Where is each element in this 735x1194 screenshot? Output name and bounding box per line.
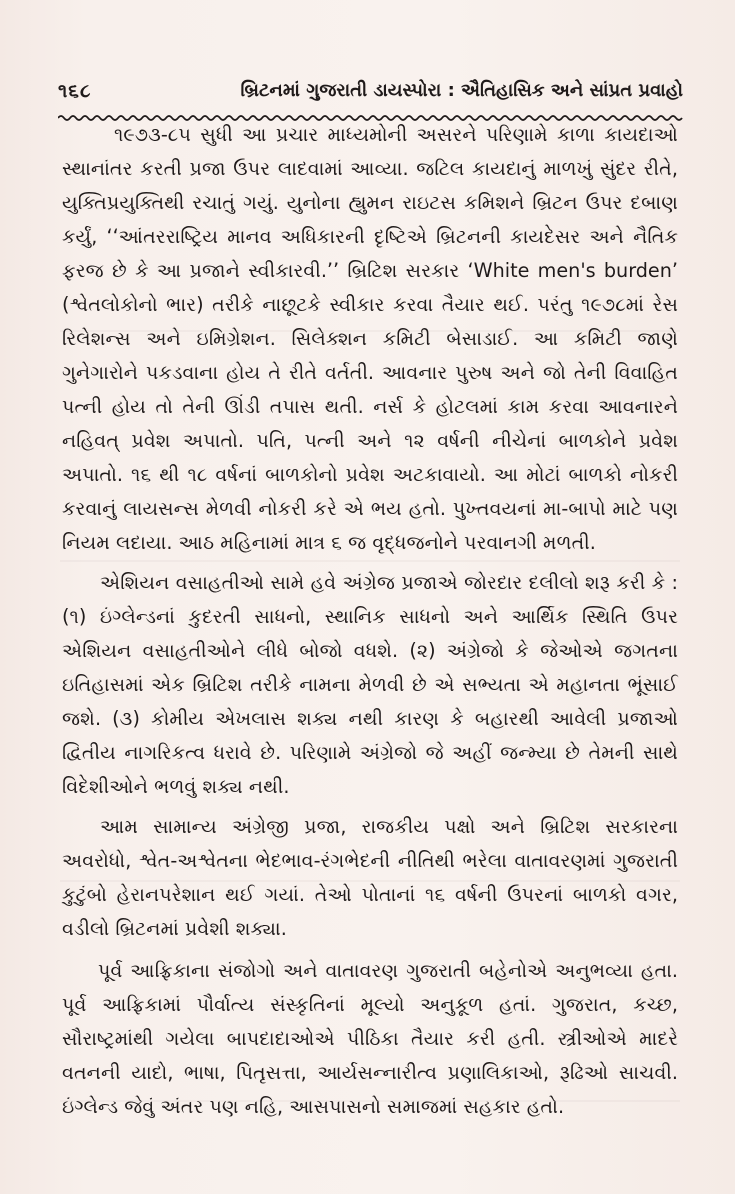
page-number: ૧૬૮ <box>58 80 92 102</box>
body-text <box>62 118 678 1124</box>
paragraph: આમ સામાન્ય અંગ્રેજી પ્રજા, રાજકીય પક્ષો અને બ્રિટિશ સરકારના અવરોધો, શ્વેત-અશ્વેતના ભેદભાવ-રંગભેદની નીતિથી ભરેલા વાતાવરણમાં ગુજરાતી કુટુંબો હેરાનપરેશાન થઈ ગયાં. તેઓ પોતાનાં ૧૬ વર્ષની ઉપરનાં બાળકો વગર, વડીલો બ્રિટનમાં પ્રવેશી શક્યા. <box>62 815 678 940</box>
page-header <box>58 80 683 110</box>
paragraph: પૂર્વ આફ્રિકાના સંજોગો અને વાતાવરણ ગુજરાતી બહેનોએ અનુભવ્યા હતા. પૂર્વ આફ્રિકામાં પૌર્વાત્ય સંસ્કૃતિનાં મૂલ્યો અનુકૂળ હતાં. ગુજરાત, કચ્છ, સૌરાષ્ટ્રમાંથી ગયેલા બાપદાદાઓએ પીઠિકા તૈયાર કરી હતી. સ્ત્રીઓએ માદરે વતનની યાદો, ભાષા, પિતૃસત્તા, આર્યસન્નારીત્વ પ્રણાલિકાઓ, રૂઢિઓ સાચવી. ઇંગ્લેન્ડ જેવું અંતર પણ નહિ, આસપાસનો સમાજમાં સહકાર હતો. <box>62 959 678 1118</box>
paragraph: ૧૯૭૩-૮૫ સુધી આ પ્રચાર માધ્યમોની અસરને પરિણામે કાળા કાયદાઓ સ્થાનાંતર કરતી પ્રજા ઉપર લાદવામાં આવ્યા. જટિલ કાયદાનું માળખું સુંદર રીતે, યુક્તિપ્રયુક્તિથી રચાતું ગયું. યુનોના હ્યુમન રાઇટસ કમિશને બ્રિટન ઉપર દબાણ કર્યું, ‘‘આંતરરાષ્ટ્રિય માનવ અધિકારની દૃષ્ટિએ બ્રિટનની કાયદેસર અને નૈતિક ફરજ છે કે આ પ્રજાને સ્વીકારવી.’’ બ્રિટિશ સરકાર ‘White men's burden’ (શ્વેતલોકોનો ભાર) તરીકે નાછૂટકે સ્વીકાર કરવા તૈયાર થઈ. પરંતુ ૧૯૭૮માં રેસ રિલેશન્સ અને ઇમિગ્રેશન. સિલેક્શન કમિટી બેસાડાઈ. આ કમિટી જાણે ગુનેગારોને પકડવાના હોય તે રીતે વર્તતી. આવનાર પુરુષ અને જો તેની વિવાહિત પત્ની હોય તો તેની ઊંડી તપાસ થતી. નર્સ કે હોટલમાં કામ કરવા આવનારને નહિવત્ પ્રવેશ અપાતો. પતિ, પત્ની અને ૧૨ વર્ષની નીચેનાં બાળકોને પ્રવેશ અપાતો. ૧૬ થી ૧૮ વર્ષનાં બાળકોનો પ્રવેશ અટકાવાયો. આ મોટાં બાળકો નોકરી કરવાનું લાયસન્સ મેળવી નોકરી કરે એ ભય હતો. પુખ્તવયનાં મા-બાપો માટે પણ નિયમ લદાયા. આઠ મહિનામાં માત્ર ૬ જ વૃદ્ધજનોને પરવાનગી મળતી. <box>62 123 678 554</box>
running-title: બ્રિટનમાં ગુજરાતી ડાયસ્પોરા : ઐતિહાસિક અને સાંપ્રત પ્રવાહો <box>240 80 683 101</box>
paragraph: એશિયન વસાહતીઓ સામે હવે અંગ્રેજ પ્રજાએ જોરદાર દલીલો શરૂ કરી કે : (૧) ઇંગ્લેન્ડનાં કુદરતી સાધનો, સ્થાનિક સાધનો અને આર્થિક સ્થિતિ ઉપર એશિયન વસાહતીઓને લીધે બોજો વધશે. (૨) અંગ્રેજો કે જેઓએ જગતના ઇતિહાસમાં એક બ્રિટિશ તરીકે નામના મેળવી છે એ સભ્યતા એ મહાનતા ભૂંસાઈ જશે. (૩) કોમીય એખલાસ શક્ય નથી કારણ કે બહારથી આવેલી પ્રજાઓ દ્વિતીય નાગરિકત્વ ધરાવે છે. પરિણામે અંગ્રેજો જે અહીં જન્મ્યા છે તેમની સાથે વિદેશીઓને ભળવું શક્ય નથી. <box>62 571 678 798</box>
